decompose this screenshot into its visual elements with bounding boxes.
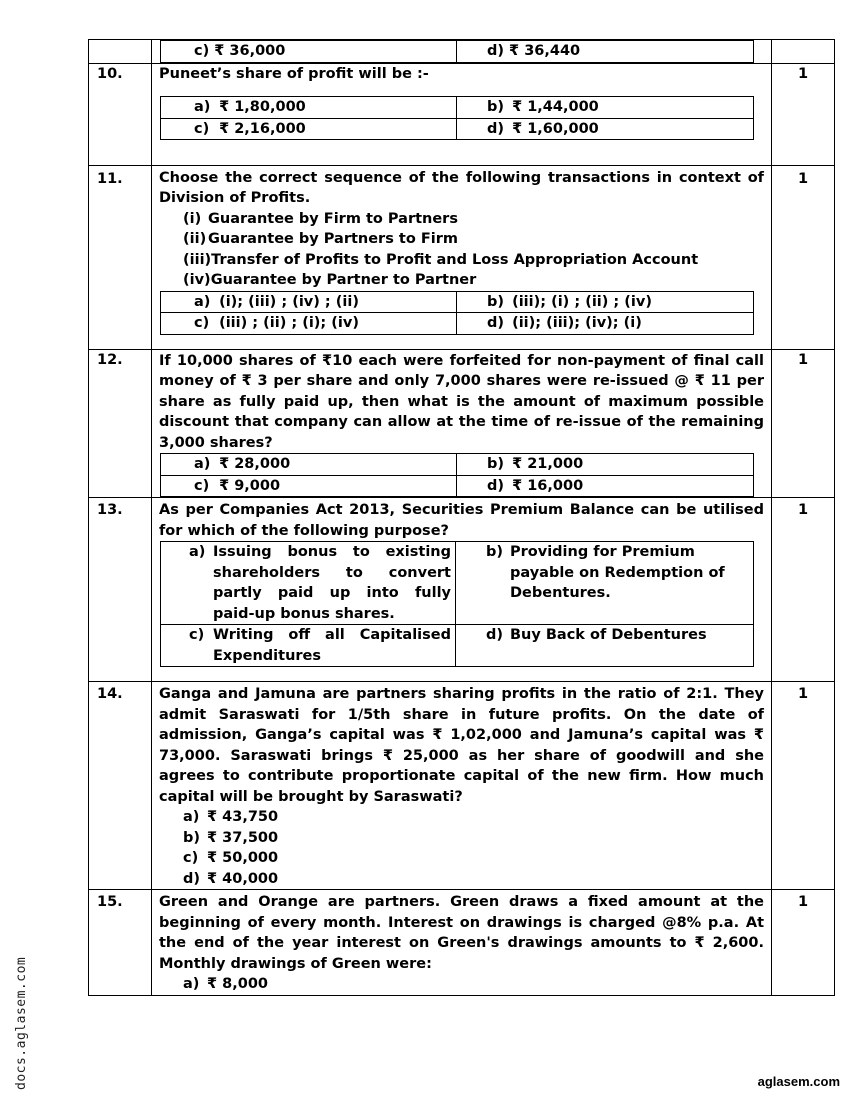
option-b: b) ₹ 1,44,000 (457, 97, 754, 119)
option-a: a) (i); (iii) ; (iv) ; (ii) (161, 291, 457, 313)
option-d: d) ₹ 16,000 (457, 475, 754, 497)
question-text: Green and Orange are partners. Green draws a fixed amount at the beginning of every month. Interest on drawings is charged @8% p.a. At the end of the year interest on Green's drawings amounts to ₹ 2,600. Monthly drawings of Green were: (159, 894, 764, 972)
options-table (160, 96, 754, 140)
question-text: As per Companies Act 2013, Securities Premium Balance can be utilised for which of the following purpose? (159, 502, 764, 539)
question-number: 12. (89, 349, 152, 498)
question-number: 13. (89, 498, 152, 682)
list-item: (ii) Guarantee by Partners to Firm (183, 231, 458, 247)
option-a: a) ₹ 43,750 (183, 809, 279, 825)
option-c: c) ₹ 2,16,000 (161, 118, 457, 140)
marks: 1 (772, 682, 835, 890)
option-d: d) ₹ 36,440 (457, 41, 754, 63)
marks: 1 (772, 349, 835, 498)
option-d: d) (ii); (iii); (iv); (i) (457, 313, 754, 335)
option-a: a) ₹ 1,80,000 (161, 97, 457, 119)
question-number: 14. (89, 682, 152, 890)
option-c: c) ₹ 50,000 (183, 850, 279, 866)
option-b: b) Providing for Premium payable on Redemption of Debentures. (456, 542, 754, 625)
option-a: a) ₹ 8,000 (183, 976, 269, 992)
options-table (160, 541, 754, 667)
question-row (89, 63, 835, 165)
options-list (183, 807, 764, 889)
marks: 1 (772, 498, 835, 682)
list-item: (iii) Transfer of Profits to Profit and Loss Appropriation Account (183, 251, 699, 268)
marks: 1 (772, 63, 835, 165)
options-list (183, 974, 764, 995)
continuation-row (89, 40, 835, 64)
question-row (89, 682, 835, 890)
option-a: a) ₹ 28,000 (161, 454, 457, 476)
option-d: d) ₹ 40,000 (183, 870, 279, 887)
question-number: 11. (89, 165, 152, 349)
list-item: (i) Guarantee by Firm to Partners (183, 210, 458, 227)
options-table (160, 40, 754, 63)
question-row (89, 349, 835, 498)
option-c: c) (iii) ; (ii) ; (i); (iv) (161, 313, 457, 335)
footer-brand: aglasem.com (757, 1074, 840, 1089)
marks: 1 (772, 165, 835, 349)
watermark: docs.aglasem.com (14, 956, 29, 1090)
options-table (160, 291, 754, 335)
options-table (160, 453, 754, 497)
option-a: a) Issuing bonus to existing shareholders to convert partly paid up into fully paid-up bonus shares. (161, 542, 456, 625)
question-text: Choose the correct sequence of the following transactions in context of Division of Profits. (159, 169, 764, 206)
marks: 1 (772, 890, 835, 996)
list-item: (iv) Guarantee by Partner to Partner (183, 272, 477, 288)
option-b: b) (iii); (i) ; (ii) ; (iv) (457, 291, 754, 313)
option-c: c) ₹ 36,000 (161, 41, 457, 63)
option-c: c) ₹ 9,000 (161, 475, 457, 497)
question-text: Puneet’s share of profit will be :- (159, 65, 429, 82)
option-c: c) Writing off all Capitalised Expenditures (161, 625, 456, 667)
question-text: Ganga and Jamuna are partners sharing profits in the ratio of 2:1. They admit Saraswati for 1/5th share in future profits. On the date of admission, Ganga’s capital was ₹ 1,02,000 and Jamuna’s capital was ₹ 73,000. Saraswati brings ₹ 25,000 as her share of goodwill and she agrees to contribute proportionate capital of the new firm. How much capital will be brought by Saraswati? (159, 686, 764, 805)
question-text: If 10,000 shares of ₹10 each were forfeited for non-payment of final call money of ₹ 3 per share and only 7,000 shares were re-issued @ ₹ 11 per share as fully paid up, then what is the amount of maximum possible discount that company can allow at the time of re-issue of the remaining 3,000 shares? (159, 352, 764, 451)
sequence-list (183, 209, 764, 291)
option-d: d) ₹ 1,60,000 (457, 118, 754, 140)
option-b: b) ₹ 21,000 (457, 454, 754, 476)
question-row (89, 498, 835, 682)
question-number: 15. (89, 890, 152, 996)
question-row (89, 165, 835, 349)
question-row (89, 890, 835, 996)
option-b: b) ₹ 37,500 (183, 829, 279, 846)
question-number: 10. (89, 63, 152, 165)
question-table (88, 39, 835, 996)
option-d: d) Buy Back of Debentures (456, 625, 754, 667)
